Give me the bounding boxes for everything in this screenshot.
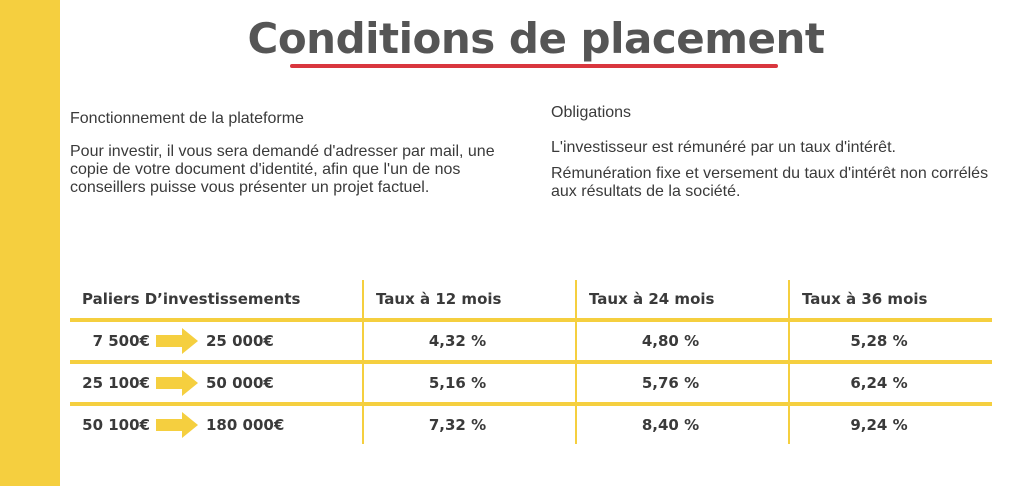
bonds-heading: Obligations [551, 104, 632, 121]
rate-24: 4,80 % [576, 320, 789, 362]
header-rate-24: Taux à 24 mois [576, 280, 789, 320]
tier-from: 25 100€ [82, 374, 150, 392]
rate-12: 7,32 % [363, 404, 576, 444]
rate-12: 4,32 % [363, 320, 576, 362]
tier-from: 7 500€ [92, 332, 150, 350]
rate-36: 6,24 % [789, 362, 992, 404]
header-rate-36: Taux à 36 mois [789, 280, 992, 320]
header-tiers: Paliers D’investissements [70, 280, 363, 320]
tier-cell [70, 362, 363, 404]
header-rate-12: Taux à 12 mois [363, 280, 576, 320]
right-arrow-icon [156, 370, 198, 396]
page-title: Conditions de placement [247, 14, 825, 63]
platform-description: Pour investir, il vous sera demandé d'adresser par mail, une copie de votre document d'identité, afin que l'un de nos conseillers puisse vous présenter un projet factuel. [70, 143, 495, 196]
right-arrow-icon [156, 328, 198, 354]
tier-to: 180 000€ [206, 416, 285, 434]
bonds-section [551, 104, 996, 201]
table-row [70, 404, 992, 444]
rate-36: 9,24 % [789, 404, 992, 444]
platform-section [70, 110, 510, 197]
table-row [70, 362, 992, 404]
tier-to: 50 000€ [206, 374, 274, 392]
table-row [70, 320, 992, 362]
rates-table [70, 280, 992, 444]
tier-from: 50 100€ [82, 416, 150, 434]
tier-to: 25 000€ [206, 332, 274, 350]
title-underline [290, 64, 778, 68]
platform-heading: Fonctionnement de la plateforme [70, 110, 304, 127]
rate-36: 5,28 % [789, 320, 992, 362]
bonds-remuneration: L'investisseur est rémunéré par un taux d'intérêt. [551, 139, 896, 156]
bonds-fixed-rate: Rémunération fixe et versement du taux d'intérêt non corrélés aux résultats de la société. [551, 165, 989, 200]
right-arrow-icon [156, 412, 198, 438]
table-header-row [70, 280, 992, 320]
tier-cell [70, 404, 363, 444]
tier-cell [70, 320, 363, 362]
left-accent-bar [0, 0, 60, 486]
rate-24: 5,76 % [576, 362, 789, 404]
rate-24: 8,40 % [576, 404, 789, 444]
rate-12: 5,16 % [363, 362, 576, 404]
